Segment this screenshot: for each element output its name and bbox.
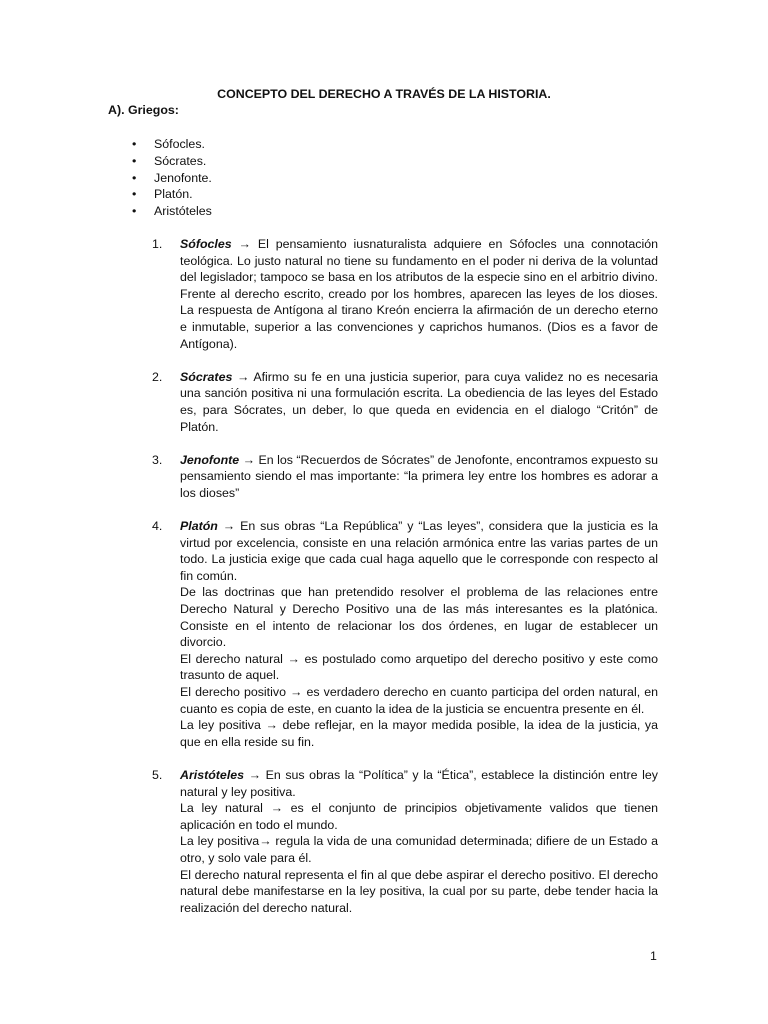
section-heading: A). Griegos: — [108, 103, 179, 117]
item-paragraph: El derecho positivo → es verdadero derecho en cuanto participa del orden natural, en cuanto es copia de este, en cuanto la idea de la justicia se encuentra presente en él. — [180, 685, 658, 716]
item-name: Platón — [180, 519, 218, 534]
bullet-icon: • — [132, 137, 137, 151]
item-paragraph: La ley positiva→ regula la vida de una comunidad determinada; difiere de un Estado a otro, y solo vale para él. — [180, 834, 658, 865]
bullet-item — [128, 186, 212, 203]
item-paragraph: El derecho natural → es postulado como arquetipo del derecho positivo y este como trasunto de aquel. — [180, 651, 658, 683]
item-name: Jenofonte — [180, 452, 240, 467]
item-number: 5. — [152, 768, 163, 782]
arrow-icon: → — [238, 237, 251, 251]
item-name: Sócrates — [180, 369, 233, 384]
bullet-item — [128, 203, 212, 220]
bullet-text: Platón. — [154, 187, 193, 202]
item-text: El pensamiento iusnaturalista adquiere en Sófocles una connotación teológica. Lo justo natural no tiene su fundamento en el poder ni deriva de la voluntad del legislador; tampoco se basa en los atributos de la especie sino en el arbitrio divino. Frente al derecho escrito, creado por los hombres, aparecen las leyes de los dioses. La respuesta de Antígona al tirano Kreón encierra la afirmación de un derecho eterno e inmutable, superior a las convenciones y caprichos humanos. (Dios es a favor de Antígona). — [180, 237, 658, 351]
bullet-icon: • — [132, 153, 137, 168]
arrow-icon: → — [236, 369, 250, 384]
item-paragraph — [180, 767, 658, 800]
arrow-icon: → — [248, 768, 262, 782]
numbered-item-platon — [152, 518, 658, 750]
numbered-list — [152, 236, 658, 933]
item-number: 4. — [152, 519, 163, 534]
numbered-item-sofocles — [152, 236, 658, 352]
bullet-icon: • — [132, 170, 137, 185]
bullet-list — [128, 136, 212, 220]
bullet-item — [128, 153, 212, 170]
item-text: En los “Recuerdos de Sócrates” de Jenofonte, encontramos expuesto su pensamiento siendo el mas importante: “la primera ley entre los hombres es adorar a los dioses” — [180, 452, 658, 500]
item-paragraph: La ley natural → es el conjunto de principios objetivamente validos que tienen aplicación en todo el mundo. — [180, 801, 658, 832]
item-paragraph: La ley positiva → debe reflejar, en la mayor medida posible, la idea de la justicia, ya que en ella reside su fin. — [180, 718, 658, 749]
page-number: 1 — [650, 949, 657, 963]
item-number: 3. — [152, 452, 163, 467]
item-paragraph: El derecho natural representa el fin al que debe aspirar el derecho positivo. El derecho natural debe manifestarse en la ley positiva, la cual por su parte, debe tender hacia la realización del derecho natural. — [180, 867, 658, 915]
item-paragraph — [180, 452, 658, 502]
bullet-text: Jenofonte. — [154, 170, 212, 185]
numbered-item-socrates — [152, 369, 658, 435]
item-paragraph — [180, 236, 658, 352]
bullet-item — [128, 170, 212, 187]
numbered-item-aristoteles — [152, 767, 658, 916]
item-number: 1. — [152, 237, 163, 251]
bullet-icon: • — [132, 204, 137, 219]
document-title: CONCEPTO DEL DERECHO A TRAVÉS DE LA HISTORIA. — [217, 87, 551, 101]
item-text: En sus obras la “Política” y la “Ética”, establece la distinción entre ley natural y ley positiva. — [180, 768, 658, 799]
item-name: Aristóteles — [180, 768, 245, 782]
item-number: 2. — [152, 369, 163, 384]
bullet-icon: • — [132, 187, 137, 202]
item-text: Afirmo su fe en una justicia superior, para cuya validez no es necesaria una sanción positiva ni una formulación escrita. La obediencia de las leyes del Estado es, para Sócrates, un deber, lo que queda en evidencia en el dialogo “Critón” de Platón. — [180, 369, 658, 434]
item-paragraph: De las doctrinas que han pretendido resolver el problema de las relaciones entre Derecho Natural y Derecho Positivo una de las más interesantes es la platónica. Consiste en el intento de relacionar los dos órdenes, en lugar de establecer un divorcio. — [180, 585, 658, 650]
bullet-item — [128, 136, 212, 153]
bullet-text: Sócrates. — [154, 153, 207, 168]
bullet-text: Sófocles. — [154, 137, 205, 151]
item-paragraph — [180, 369, 658, 435]
item-paragraph — [180, 518, 658, 584]
arrow-icon: → — [242, 452, 256, 467]
item-text: En sus obras “La República” y “Las leyes”, considera que la justicia es la virtud por excelencia, consiste en una relación armónica entre las varias partes de un todo. La justicia exige que cada cual haga aquello que le corresponde con respecto al fin común. — [180, 519, 658, 583]
bullet-text: Aristóteles — [154, 204, 212, 219]
arrow-icon: → — [222, 519, 236, 534]
item-name: Sófocles — [180, 237, 232, 251]
numbered-item-jenofonte — [152, 452, 658, 502]
